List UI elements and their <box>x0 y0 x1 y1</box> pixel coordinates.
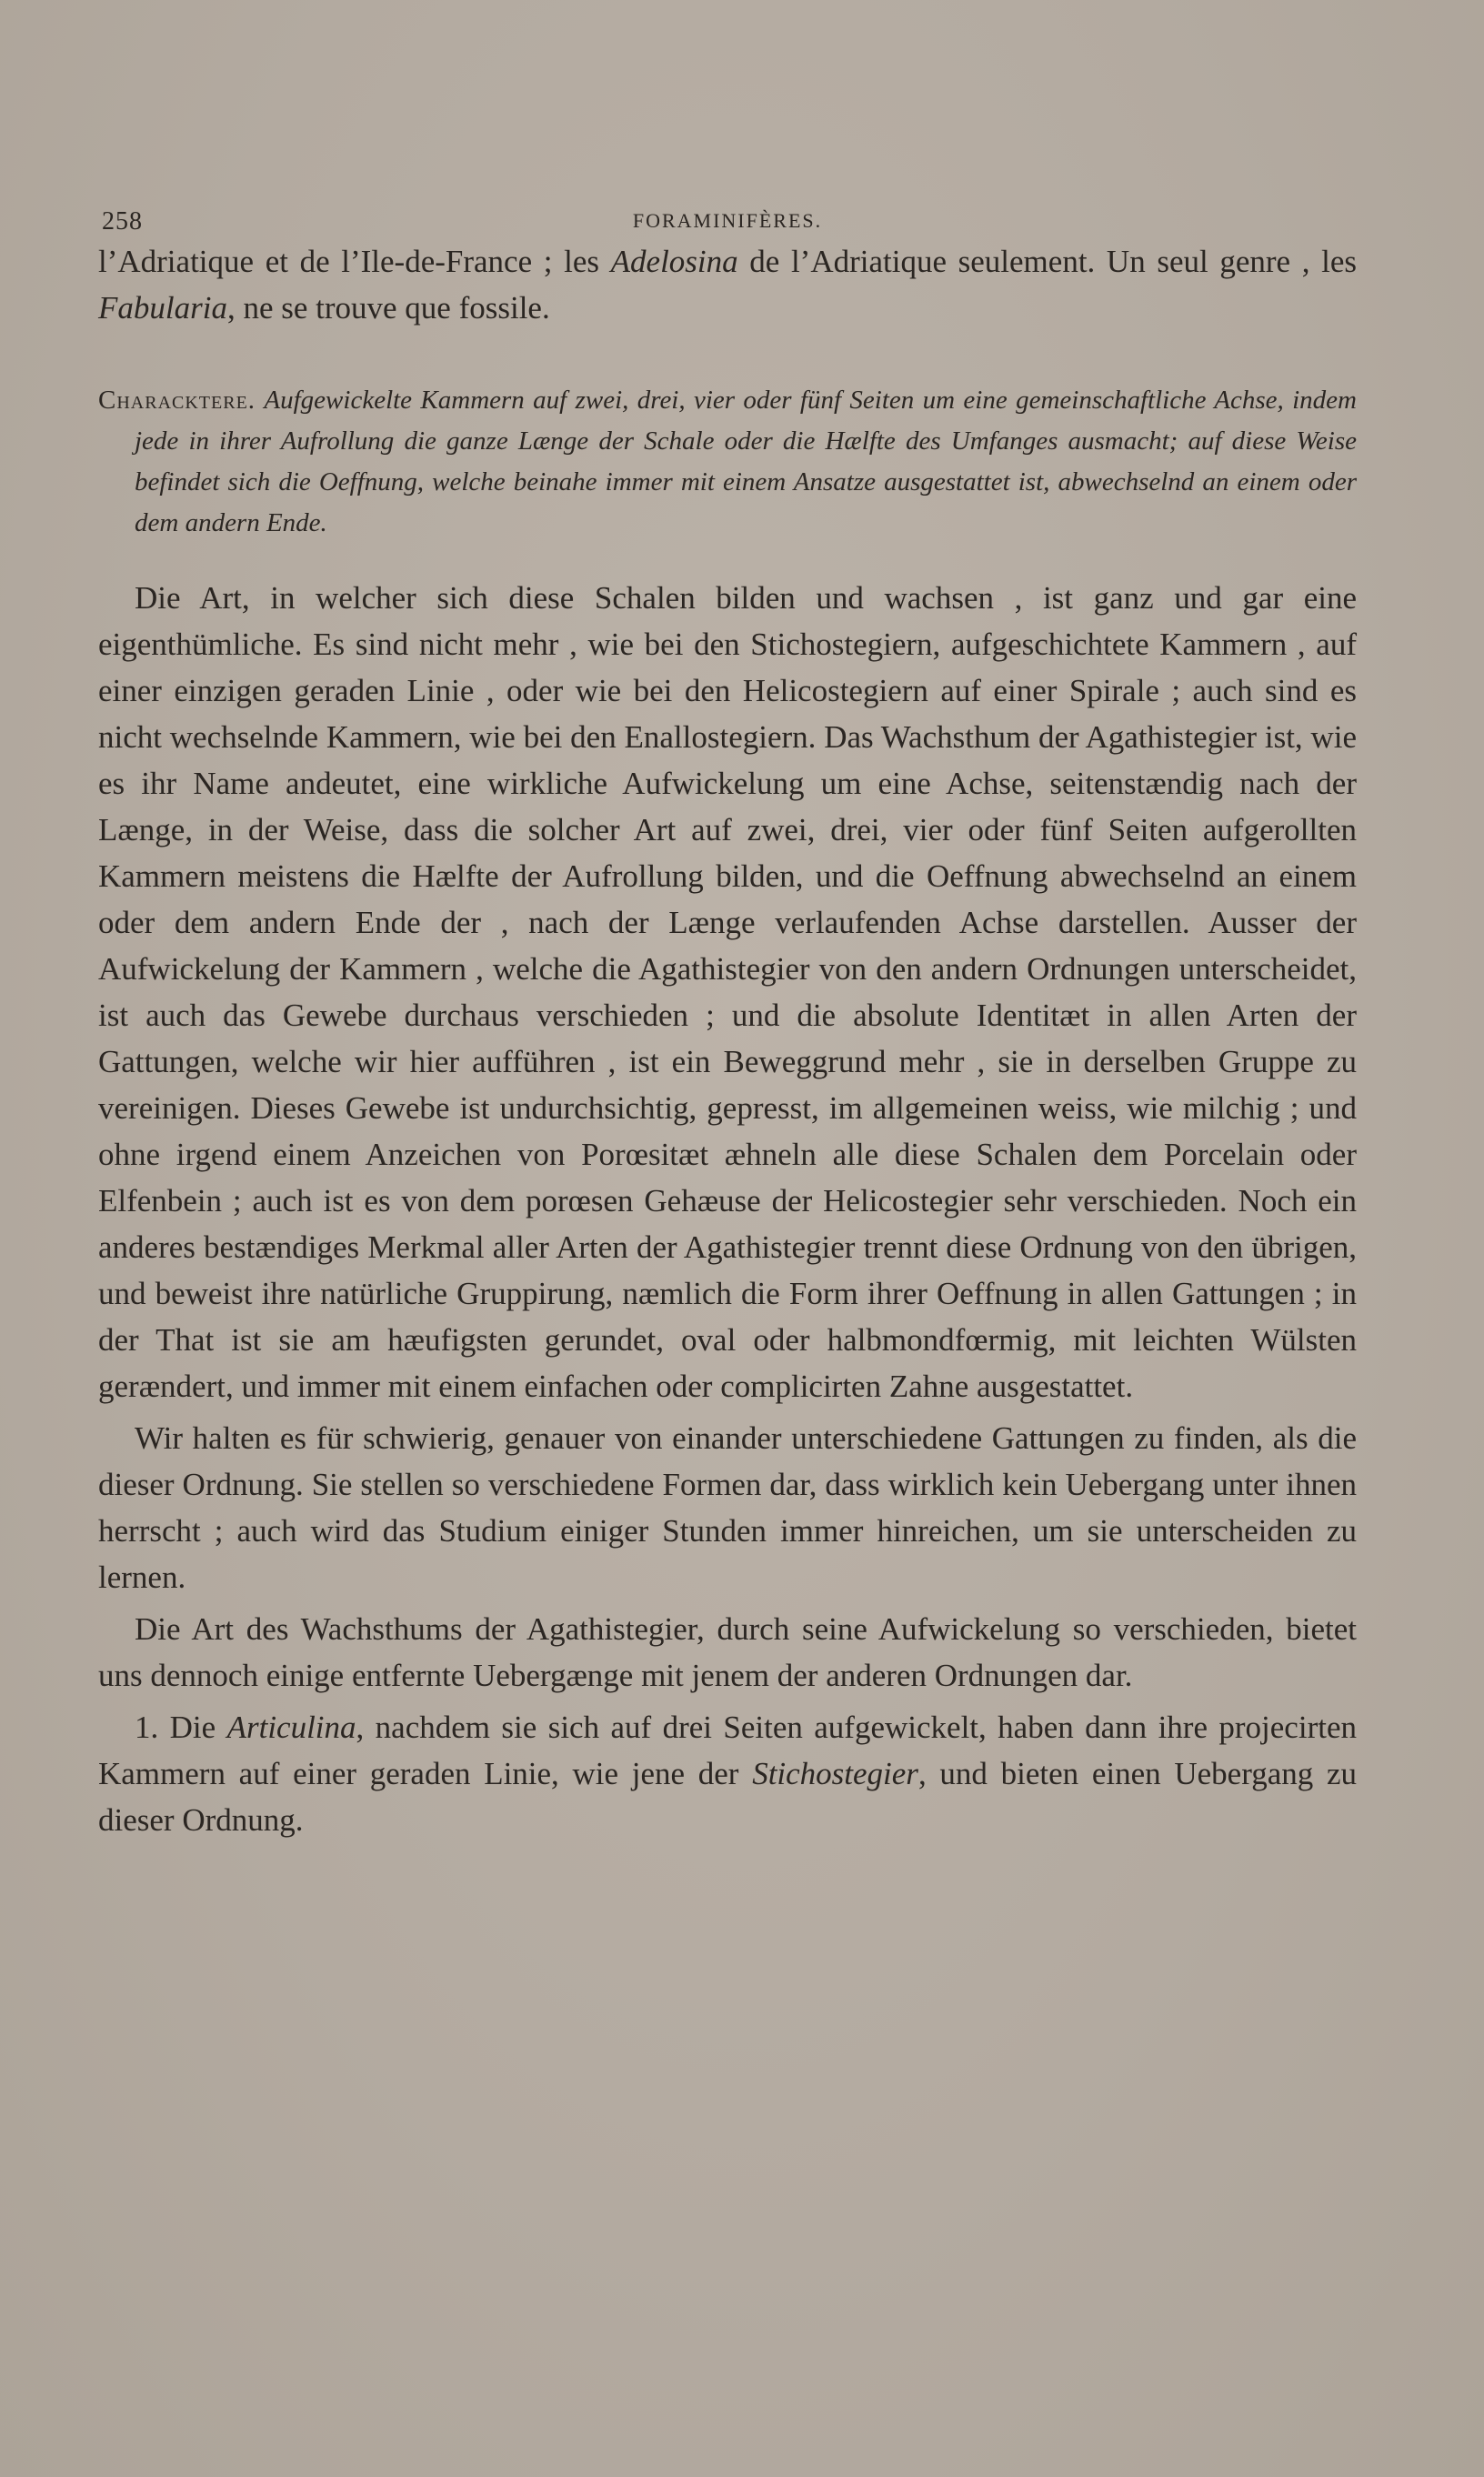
body-paragraph-2: Wir halten es für schwierig, genauer von einander unterschiedene Gattungen zu finden, als die dieser Ordnung. Sie stellen so verschiedene Formen dar, dass wirklich kein Uebergang unter ihnen herrscht ; auch wird das Studium einiger Stunden immer hinreichen, um sie unterscheiden zu lernen. <box>98 1420 1357 1595</box>
lead-paragraph <box>98 238 1357 331</box>
genus-articulina: Articulina <box>226 1710 356 1745</box>
genus-adelosina: Adelosina <box>610 244 738 279</box>
note-text: Aufgewickelte Kammern auf zwei, drei, vier oder fünf Seiten um eine gemeinschaftliche Achse, indem jede in ihrer Aufrollung die ganze Længe der Schale oder die Hælfte des Umfanges ausmacht; auf diese Weise befindet sich die Oeffnung, welche beinahe immer mit einem Ansatze ausgestattet ist, abwechselnd an einem oder dem andern Ende. <box>135 386 1358 537</box>
order-stichostegier: Stichostegier <box>752 1756 918 1791</box>
characteristics-note <box>98 380 1357 544</box>
page-content <box>98 202 1357 1843</box>
item-text-3: , und bieten einen Uebergang zu dieser Ordnung. <box>98 1756 1357 1838</box>
body-paragraph-1: Die Art, in welcher sich diese Schalen bilden und wachsen , ist ganz und gar eine eigenthümliche. Es sind nicht mehr , wie bei den Stichostegiern, aufgeschichtete Kammern , auf einer einzigen geraden Linie , oder wie bei den Helicostegiern auf einer Spirale ; auch sind es nicht wechselnde Kammern, wie bei den Enallostegiern. Das Wachsthum der Agathistegier ist, wie es ihr Name andeutet, eine wirkliche Aufwickelung um eine Achse, seitenstændig nach der Længe, in der Weise, dass die solcher Art auf zwei, drei, vier oder fünf Seiten aufgerollten Kammern meistens die Hælfte der Aufrollung bilden, und die Oeffnung abwechselnd an einem oder dem andern Ende der , nach der Længe verlaufenden Achse darstellen. Ausser der Aufwickelung der Kammern , welche die Agathistegier von den andern Ordnungen unterscheidet, ist auch das Gewebe durchaus verschieden ; und die absolute Identitæt in allen Arten der Gattungen, welche wir hier aufführen , ist ein Beweggrund mehr , sie in derselben Gruppe zu vereinigen. Dieses Gewebe ist undurchsichtig, gepresst, im allgemeinen weiss, wie milchig ; und ohne irgend einem Anzeichen von Porœsitæt æhneln alle diese Schalen dem Porcelain oder Elfenbein ; auch ist es von dem porœsen Gehæuse der Helicostegier sehr verschieden. Noch ein anderes bestændiges Merkmal aller Arten der Agathistegier trennt diese Ordnung von den übrigen, und beweist ihre natürliche Gruppirung, næmlich die Form ihrer Oeffnung in allen Gattungen ; in der That ist sie am hæufigsten gerundet, oval oder halbmondfœrmig, mit leichten Wülsten gerændert, und immer mit einem einfachen oder complicirten Zahne ausgestattet. <box>98 580 1357 1404</box>
genus-fabularia: Fabularia <box>98 290 227 326</box>
item-text-1: 1. Die <box>135 1710 227 1745</box>
lead-text-1: l’Adriatique et de l’Ile-de-France ; les <box>98 244 611 279</box>
note-label: Characktere. <box>98 386 256 415</box>
numbered-item-1 <box>98 1704 1357 1843</box>
lead-text-3: , ne se trouve que fossile. <box>226 290 550 326</box>
body-paragraph-3: Die Art des Wachsthums der Agathistegier, durch seine Aufwickelung so verschieden, bietet uns dennoch einige entfernte Uebergænge mit jenem der anderen Ordnungen dar. <box>98 1611 1357 1693</box>
running-head <box>98 202 1357 238</box>
lead-text-2: de l’Adriatique seulement. Un seul genre , les <box>737 244 1357 279</box>
running-title: FORAMINIFÈRES. <box>632 209 823 232</box>
page-number: 258 <box>102 207 143 236</box>
item-text-2: , nachdem sie sich auf drei Seiten aufgewickelt, haben dann ihre projecirten Kammern auf einer geraden Linie, wie jene der <box>98 1710 1357 1791</box>
